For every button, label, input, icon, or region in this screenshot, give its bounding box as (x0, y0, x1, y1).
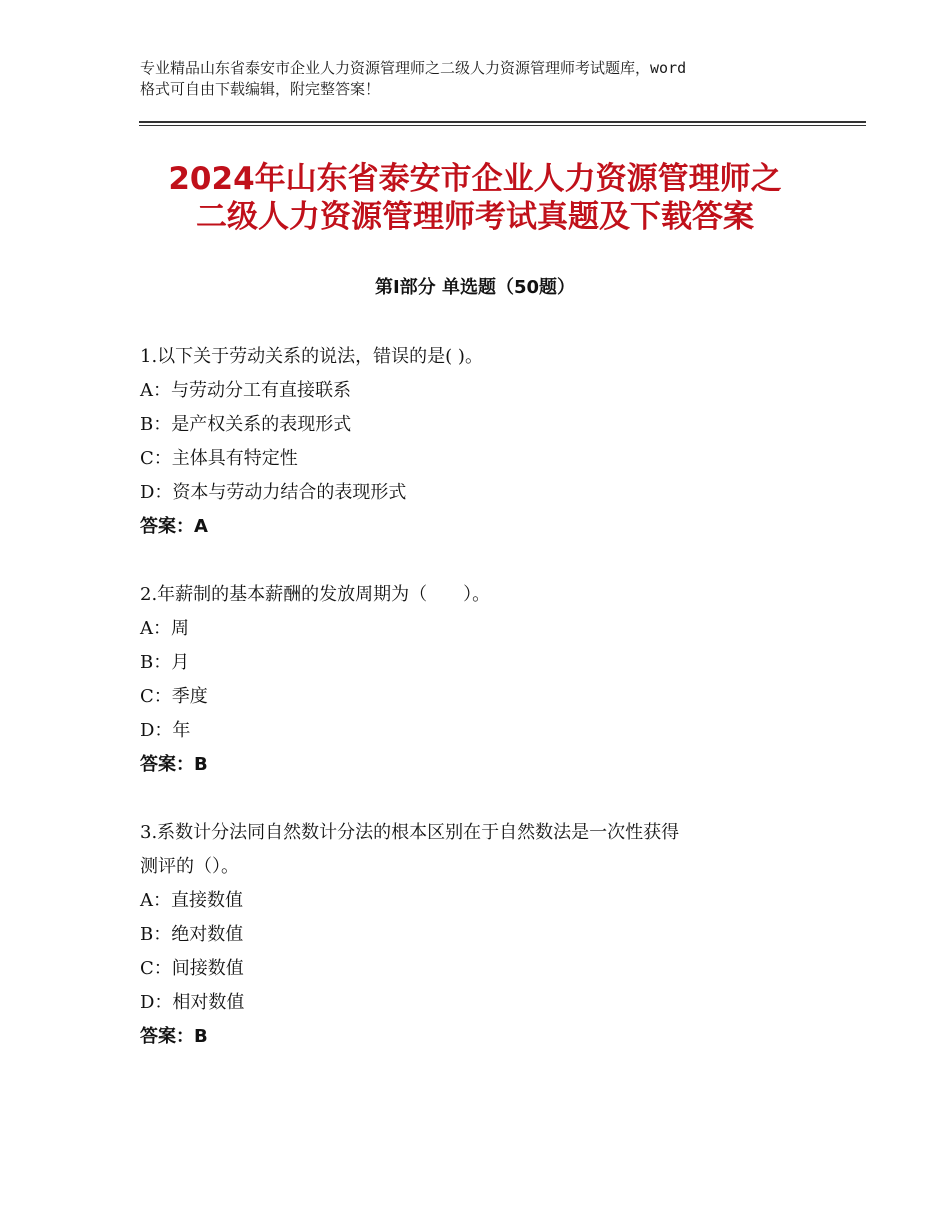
option-d: D：资本与劳动力结合的表现形式 (140, 482, 407, 503)
question-stem-line: 2.年薪制的基本薪酬的发放周期为（ ）。 (140, 584, 491, 605)
header-note-line: 专业精品山东省泰安市企业人力资源管理师之二级人力资源管理师考试题库，word (140, 59, 687, 77)
document-title (100, 160, 850, 236)
question-stem (140, 578, 830, 612)
section-heading: 第Ⅰ部分 单选题（50题） (374, 277, 575, 298)
header-note-line: 格式可自由下载编辑，附完整答案！ (140, 80, 381, 98)
question-stem (140, 340, 830, 374)
option-d: D：年 (140, 720, 191, 741)
option-a: A：周 (140, 618, 189, 639)
question-item (140, 578, 830, 782)
question-stem-line: 测评的（）。 (140, 856, 239, 877)
option-a: A：与劳动分工有直接联系 (140, 380, 351, 401)
option-b: B：绝对数值 (140, 924, 244, 945)
option-a: A：直接数值 (140, 890, 243, 911)
option-b: B：月 (140, 652, 190, 673)
option-c: C：间接数值 (140, 958, 244, 979)
question-stem-line: 1.以下关于劳动关系的说法，错误的是( )。 (140, 346, 483, 367)
question-item (140, 816, 830, 1054)
option-c: C：季度 (140, 686, 208, 707)
question-item (140, 340, 830, 544)
title-line: 二级人力资源管理师考试真题及下载答案 (196, 199, 754, 235)
header-note (140, 58, 830, 100)
answer-line: 答案：B (140, 754, 208, 775)
option-b: B：是产权关系的表现形式 (140, 414, 352, 435)
option-c: C：主体具有特定性 (140, 448, 298, 469)
answer-line: 答案：A (140, 516, 208, 537)
option-d: D：相对数值 (140, 992, 245, 1013)
header-divider-thin (139, 125, 866, 126)
header-divider (139, 121, 866, 123)
title-line: 2024年山东省泰安市企业人力资源管理师之 (168, 161, 782, 197)
answer-line: 答案：B (140, 1026, 208, 1047)
question-stem (140, 816, 830, 884)
question-stem-line: 3.系数计分法同自然数计分法的根本区别在于自然数法是一次性获得 (140, 822, 680, 843)
question-list (140, 340, 830, 1088)
